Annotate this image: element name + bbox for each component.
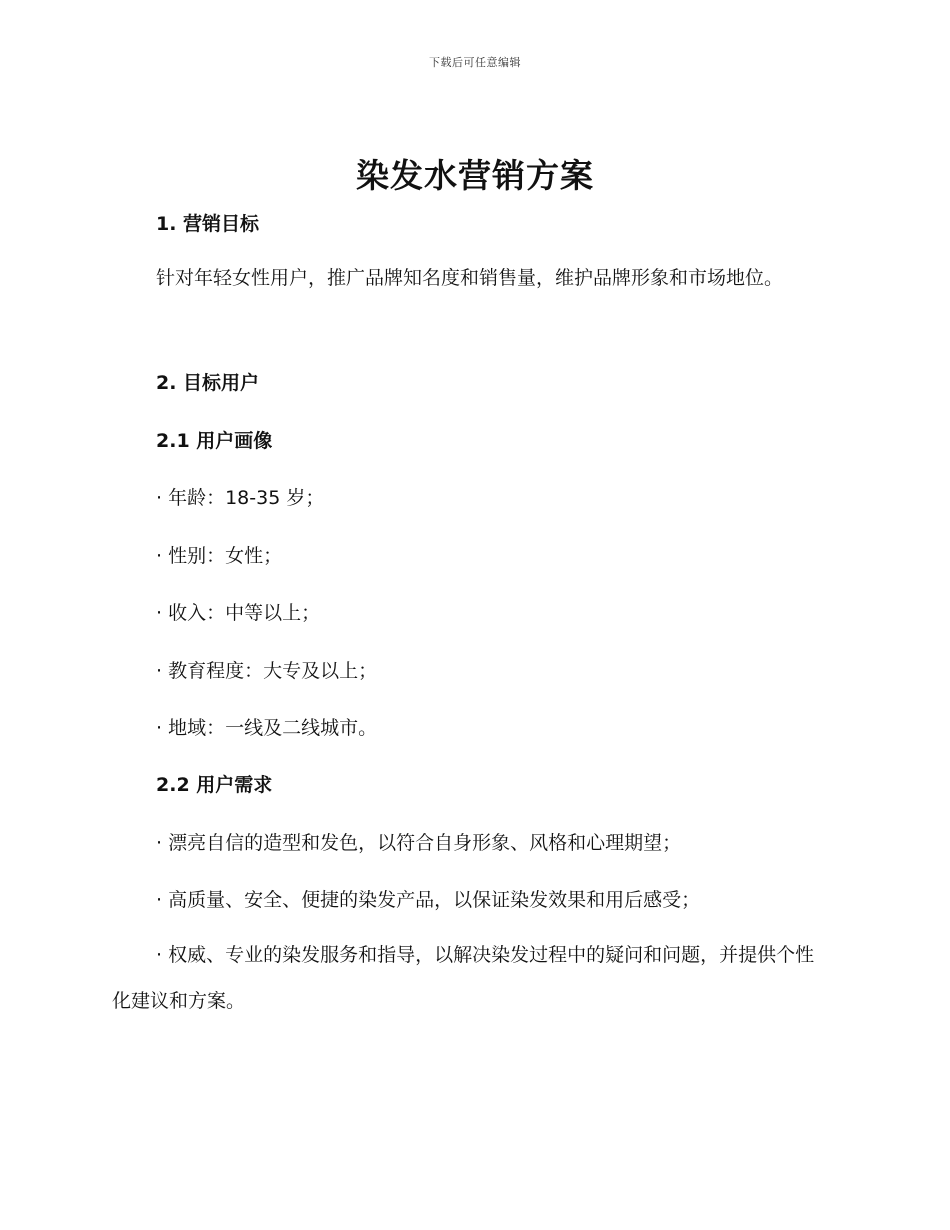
list-item: · 性别：女性； — [156, 545, 283, 567]
list-item: · 收入：中等以上； — [156, 602, 321, 624]
list-item: · 高质量、安全、便捷的染发产品，以保证染发效果和用后感受； — [156, 889, 701, 911]
document-title: 染发水营销方案 — [356, 156, 594, 195]
subsection-heading-user-profile: 2.1 用户画像 — [156, 430, 273, 452]
list-item: · 地域：一线及二线城市。 — [156, 717, 378, 739]
section-heading-target-users: 2. 目标用户 — [156, 372, 260, 394]
list-item: · 漂亮自信的造型和发色，以符合自身形象、风格和心理期望； — [156, 832, 682, 854]
section-heading-marketing-goal: 1. 营销目标 — [156, 213, 260, 235]
list-item: · 教育程度：大专及以上； — [156, 660, 378, 682]
header-note: 下载后可任意编辑 — [429, 56, 521, 69]
paragraph-marketing-goal: 针对年轻女性用户，推广品牌知名度和销售量，维护品牌形象和市场地位。 — [156, 267, 784, 289]
list-item: · 权威、专业的染发服务和指导，以解决染发过程中的疑问和问题，并提供个性化建议和方案。 — [112, 944, 815, 1012]
list-item: · 年龄：18-35 岁； — [156, 487, 325, 509]
subsection-heading-user-needs: 2.2 用户需求 — [156, 774, 273, 796]
